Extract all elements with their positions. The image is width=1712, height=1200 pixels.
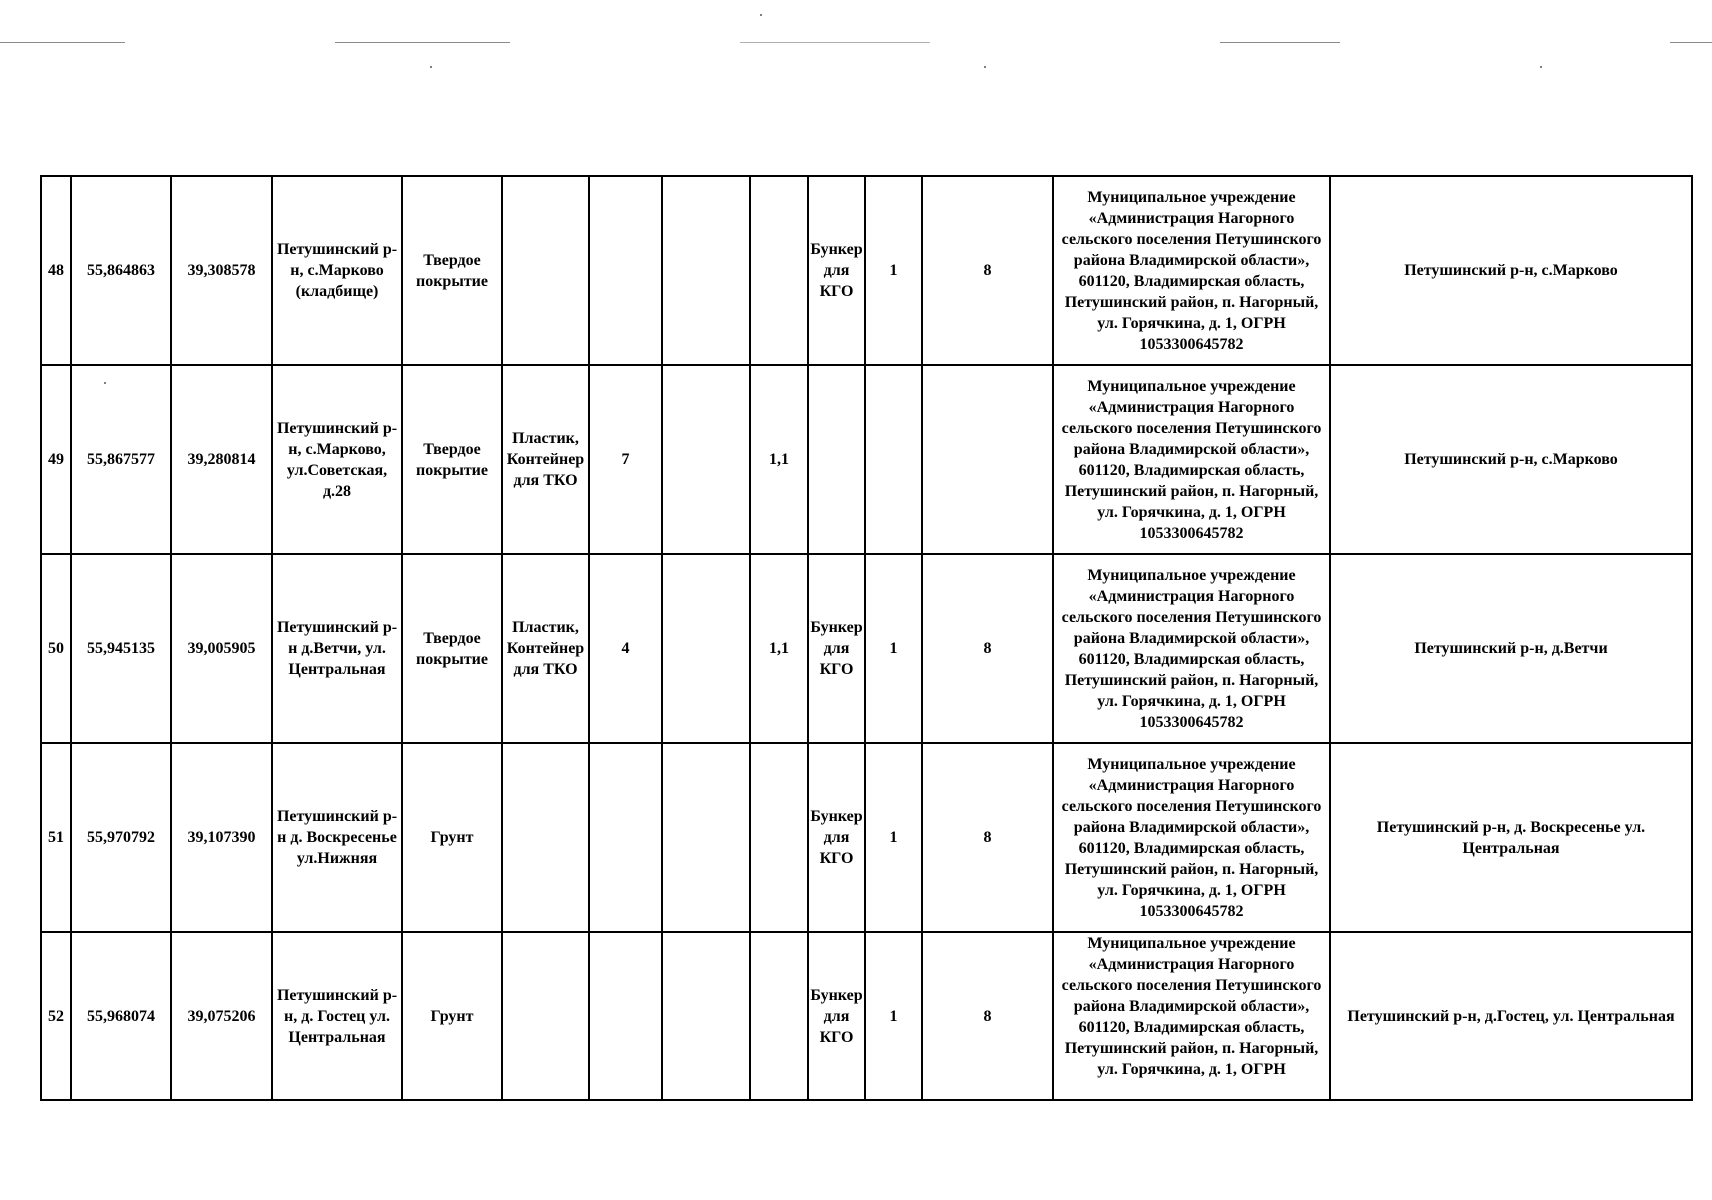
cell-served-area: Петушинский р-н, д.Гостец, ул. Центральная xyxy=(1330,932,1692,1100)
cell-bunker-type: Бункер для КГО xyxy=(808,932,865,1100)
cell-number: 49 xyxy=(41,365,71,554)
waste-sites-table xyxy=(40,175,1693,1101)
cell-bunker-count: 1 xyxy=(865,743,922,932)
cell-container-type xyxy=(502,932,589,1100)
cell-served-area: Петушинский р-н, с.Марково xyxy=(1330,365,1692,554)
scan-artifact-line xyxy=(1670,42,1712,43)
cell-served-area: Петушинский р-н, с.Марково xyxy=(1330,176,1692,365)
cell-latitude: 55,945135 xyxy=(71,554,171,743)
cell-container-count xyxy=(589,932,662,1100)
cell-bunker-volume: 8 xyxy=(922,743,1053,932)
cell-container-type: Пластик, Контейнер для ТКО xyxy=(502,554,589,743)
cell-container-count xyxy=(589,743,662,932)
cell-latitude: 55,864863 xyxy=(71,176,171,365)
cell-empty xyxy=(662,365,750,554)
cell-bunker-count: 1 xyxy=(865,932,922,1100)
table-row xyxy=(41,365,1692,554)
cell-bunker-count: 1 xyxy=(865,554,922,743)
cell-empty xyxy=(662,743,750,932)
cell-empty xyxy=(662,554,750,743)
cell-bunker-volume: 8 xyxy=(922,932,1053,1100)
cell-number: 52 xyxy=(41,932,71,1100)
cell-empty xyxy=(662,932,750,1100)
cell-longitude: 39,280814 xyxy=(171,365,272,554)
cell-owner: Муниципальное учреждение «Администрация Нагорного сельского поселения Петушинского района Владимирской области», 601120, Владимирская область, Петушинский район, п. Нагорный, ул. Горячкина, д. 1, ОГРН 1053300645782 xyxy=(1053,176,1330,365)
cell-owner: Муниципальное учреждение «Администрация Нагорного сельского поселения Петушинского района Владимирской области», 601120, Владимирская область, Петушинский район, п. Нагорный, ул. Горячкина, д. 1, ОГРН 1053300645782 xyxy=(1053,743,1330,932)
scan-artifact-line xyxy=(1220,42,1340,43)
cell-container-type: Пластик, Контейнер для ТКО xyxy=(502,365,589,554)
cell-number: 48 xyxy=(41,176,71,365)
scan-artifact-line xyxy=(0,42,125,43)
cell-owner: Муниципальное учреждение «Администрация Нагорного сельского поселения Петушинского района Владимирской области», 601120, Владимирская область, Петушинский район, п. Нагорный, ул. Горячкина, д. 1, ОГРН 1053300645782 xyxy=(1053,554,1330,743)
cell-location: Петушинский р-н, с.Марково (кладбище) xyxy=(272,176,402,365)
cell-owner: Муниципальное учреждение «Администрация Нагорного сельского поселения Петушинского района Владимирской области», 601120, Владимирская область, Петушинский район, п. Нагорный, ул. Горячкина, д. 1, ОГРН xyxy=(1053,932,1330,1100)
cell-container-count: 4 xyxy=(589,554,662,743)
cell-container-volume: 1,1 xyxy=(750,365,808,554)
cell-latitude: 55,968074 xyxy=(71,932,171,1100)
cell-surface: Грунт xyxy=(402,743,502,932)
cell-bunker-count: 1 xyxy=(865,176,922,365)
cell-container-volume xyxy=(750,176,808,365)
cell-served-area: Петушинский р-н, д. Воскресенье ул. Центральная xyxy=(1330,743,1692,932)
cell-location: Петушинский р-н, д. Гостец ул. Центральная xyxy=(272,932,402,1100)
cell-surface: Твердое покрытие xyxy=(402,365,502,554)
cell-latitude: 55,970792 xyxy=(71,743,171,932)
cell-container-count: 7 xyxy=(589,365,662,554)
cell-container-count xyxy=(589,176,662,365)
cell-container-type xyxy=(502,176,589,365)
cell-number: 51 xyxy=(41,743,71,932)
scan-artifact-dot xyxy=(1540,66,1542,68)
table-row xyxy=(41,176,1692,365)
cell-latitude: 55,867577 xyxy=(71,365,171,554)
cell-surface: Твердое покрытие xyxy=(402,554,502,743)
cell-container-type xyxy=(502,743,589,932)
scan-artifact-line xyxy=(335,42,510,43)
cell-longitude: 39,075206 xyxy=(171,932,272,1100)
cell-bunker-volume: 8 xyxy=(922,176,1053,365)
scan-artifact-line xyxy=(740,42,930,43)
scan-artifact-dot xyxy=(984,66,986,68)
table-row xyxy=(41,932,1692,1100)
cell-empty xyxy=(662,176,750,365)
cell-surface: Твердое покрытие xyxy=(402,176,502,365)
cell-bunker-count xyxy=(865,365,922,554)
table-row xyxy=(41,554,1692,743)
cell-bunker-type xyxy=(808,365,865,554)
table-row xyxy=(41,743,1692,932)
cell-surface: Грунт xyxy=(402,932,502,1100)
cell-container-volume: 1,1 xyxy=(750,554,808,743)
cell-number: 50 xyxy=(41,554,71,743)
cell-longitude: 39,107390 xyxy=(171,743,272,932)
cell-bunker-type: Бункер для КГО xyxy=(808,743,865,932)
cell-bunker-type: Бункер для КГО xyxy=(808,176,865,365)
cell-container-volume xyxy=(750,932,808,1100)
cell-location: Петушинский р-н д. Воскресенье ул.Нижняя xyxy=(272,743,402,932)
cell-owner: Муниципальное учреждение «Администрация Нагорного сельского поселения Петушинского района Владимирской области», 601120, Владимирская область, Петушинский район, п. Нагорный, ул. Горячкина, д. 1, ОГРН 1053300645782 xyxy=(1053,365,1330,554)
scan-artifact-dot xyxy=(430,66,432,68)
scan-artifact-dot xyxy=(760,14,762,16)
cell-bunker-volume xyxy=(922,365,1053,554)
cell-bunker-volume: 8 xyxy=(922,554,1053,743)
cell-longitude: 39,308578 xyxy=(171,176,272,365)
cell-served-area: Петушинский р-н, д.Ветчи xyxy=(1330,554,1692,743)
cell-location: Петушинский р-н д.Ветчи, ул. Центральная xyxy=(272,554,402,743)
cell-bunker-type: Бункер для КГО xyxy=(808,554,865,743)
cell-container-volume xyxy=(750,743,808,932)
cell-location: Петушинский р-н, с.Марково, ул.Советская, д.28 xyxy=(272,365,402,554)
cell-longitude: 39,005905 xyxy=(171,554,272,743)
